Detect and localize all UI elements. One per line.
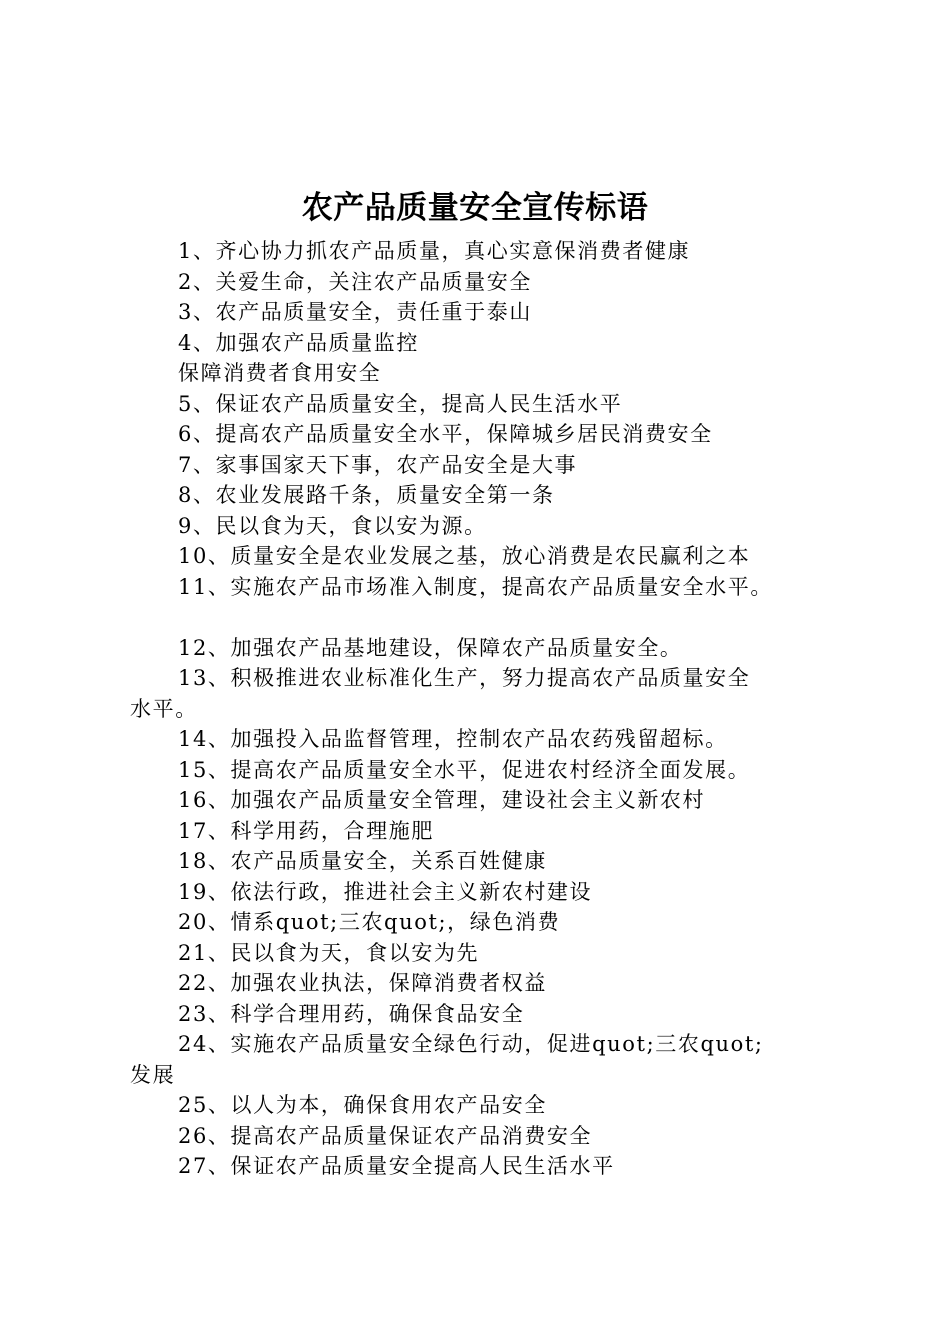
slogan-line: 9、民以食为天，食以安为源。 <box>178 513 487 538</box>
slogan-line: 5、保证农产品质量安全，提高人民生活水平 <box>178 391 623 416</box>
slogan-line: 6、提高农产品质量安全水平，保障城乡居民消费安全 <box>178 422 713 446</box>
slogan-line: 4、加强农产品质量监控 <box>178 330 419 355</box>
slogan-line: 24、实施农产品质量安全绿色行动，促进quot;三农quot; <box>178 1032 764 1056</box>
slogan-line: 22、加强农业执法，保障消费者权益 <box>178 971 547 995</box>
slogan-line: 18、农产品质量安全，关系百姓健康 <box>178 849 547 873</box>
slogan-line: 2、关爱生命，关注农产品质量安全 <box>178 269 532 294</box>
slogan-line: 19、依法行政，推进社会主义新农村建设 <box>178 879 593 904</box>
slogan-line: 23、科学合理用药，确保食品安全 <box>178 1001 525 1026</box>
slogan-line: 17、科学用药，合理施肥 <box>178 818 434 843</box>
slogan-list <box>130 236 850 1182</box>
slogan-line: 25、以人为本，确保食用农产品安全 <box>178 1093 547 1117</box>
slogan-line: 13、积极推进农业标准化生产，努力提高农产品质量安全 <box>178 666 751 690</box>
slogan-line: 20、情系quot;三农quot;，绿色消费 <box>178 910 561 934</box>
slogan-line: 16、加强农产品质量安全管理，建设社会主义新农村 <box>178 788 706 812</box>
slogan-line: 15、提高农产品质量安全水平，促进农村经济全面发展。 <box>178 757 751 782</box>
slogan-line: 26、提高农产品质量保证农产品消费安全 <box>178 1123 593 1148</box>
slogan-line-continuation: 保障消费者食用安全 <box>178 361 382 385</box>
slogan-line: 8、农业发展路千条，质量安全第一条 <box>178 483 555 507</box>
slogan-line: 3、农产品质量安全，责任重于泰山 <box>178 300 532 324</box>
slogan-line: 12、加强农产品基地建设，保障农产品质量安全。 <box>178 635 683 660</box>
slogan-line: 21、民以食为天，食以安为先 <box>178 940 480 965</box>
slogan-line-continuation: 水平。 <box>130 696 198 721</box>
slogan-line: 10、质量安全是农业发展之基，放心消费是农民赢利之本 <box>178 544 751 568</box>
slogan-line: 1、齐心协力抓农产品质量，真心实意保消费者健康 <box>178 239 691 263</box>
slogan-line-continuation: 发展 <box>130 1062 176 1087</box>
blank-line <box>130 602 850 633</box>
slogan-line: 14、加强投入品监督管理，控制农产品农药残留超标。 <box>178 727 728 751</box>
slogan-line: 27、保证农产品质量安全提高人民生活水平 <box>178 1154 615 1178</box>
slogan-line: 11、实施农产品市场准入制度，提高农产品质量安全水平。 <box>178 574 773 599</box>
slogan-line: 7、家事国家天下事，农产品安全是大事 <box>178 452 578 477</box>
document-title: 农产品质量安全宣传标语 <box>301 190 649 226</box>
